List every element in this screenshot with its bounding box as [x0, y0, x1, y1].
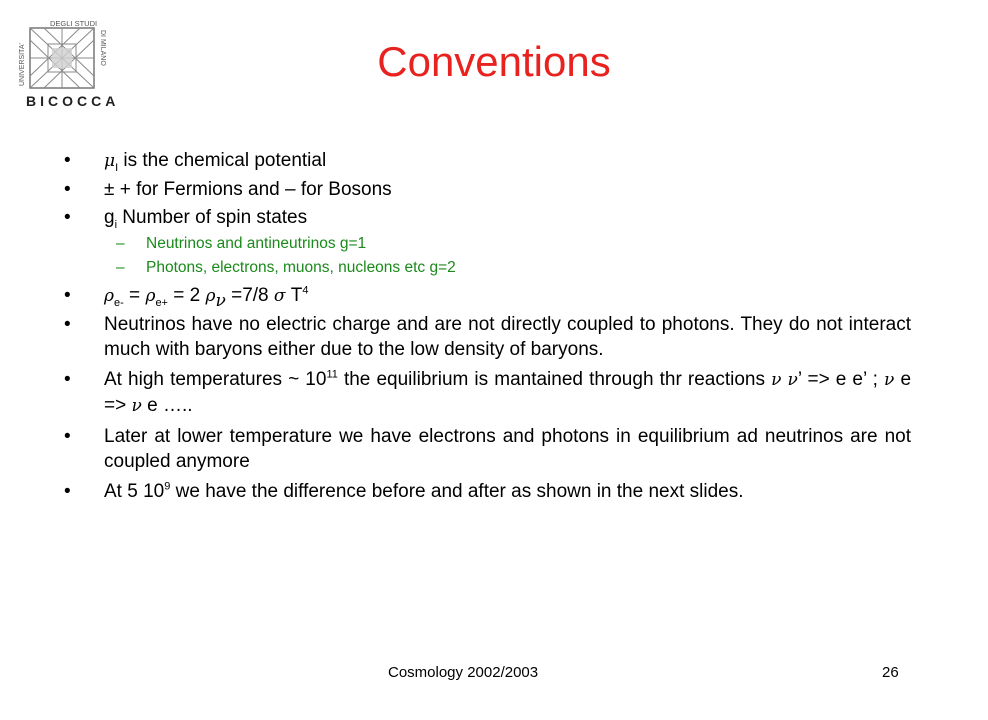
rho-subscript-e-minus: e- — [114, 296, 124, 309]
formula-part: T — [285, 285, 303, 306]
sub-bullet-text: Neutrinos and antineutrinos g=1 — [146, 235, 367, 252]
bullet-item — [64, 283, 911, 309]
formula-part: = — [123, 285, 146, 306]
paragraph-part: ’ => e e’ ; — [797, 369, 884, 390]
g-letter: g — [104, 207, 115, 228]
svg-text:BICOCCA: BICOCCA — [26, 93, 120, 109]
svg-text:DI MILANO: DI MILANO — [99, 30, 106, 66]
bullet-item — [64, 205, 911, 230]
paragraph-part: the equilibrium is mantained through thr reactions — [337, 369, 772, 390]
difference-paragraph — [104, 479, 911, 504]
sub-bullet-item — [64, 257, 911, 279]
bullet-icon: • — [64, 426, 71, 447]
high-temperature-paragraph — [104, 367, 911, 419]
bullet-text — [104, 177, 911, 202]
paragraph-part: At high temperatures ~ 10 — [104, 369, 327, 390]
exponent: 11 — [326, 368, 338, 381]
bullet-icon: • — [64, 150, 71, 171]
nu-symbol: ν — [131, 396, 142, 416]
g-subscript: i — [114, 218, 118, 231]
bullet-icon: • — [64, 179, 71, 200]
bullet-text — [104, 148, 911, 174]
rho-subscript-nu: ν — [215, 290, 226, 311]
bullet-text-2: + for Fermions and – for Bosons — [114, 179, 392, 200]
dash-icon: – — [116, 259, 125, 276]
bullet-item — [64, 148, 911, 174]
svg-text:UNIVERSITA': UNIVERSITA' — [19, 43, 26, 86]
slide-number: 26 — [882, 664, 899, 681]
svg-text:DEGLI STUDI: DEGLI STUDI — [50, 19, 98, 28]
energy-density-formula — [104, 283, 911, 309]
bullet-item — [64, 367, 911, 419]
bullet-item — [64, 424, 911, 474]
neutrinos-paragraph: Neutrinos have no electric charge and are not directly coupled to photons. They do not interact much with baryons either due to the low density of baryons. — [104, 314, 911, 360]
t-exponent: 4 — [302, 284, 309, 297]
bullet-text — [104, 205, 911, 230]
bullet-text-3: Number of spin states — [117, 207, 308, 228]
dash-icon: – — [116, 235, 125, 252]
bullet-item — [64, 312, 911, 362]
bullet-icon: • — [64, 207, 71, 228]
rho-symbol: ρ — [104, 286, 114, 306]
paragraph-part: At 5 10 — [104, 481, 165, 502]
bullet-icon: • — [64, 314, 71, 335]
slide-title: Conventions — [377, 38, 611, 85]
rho-symbol: ρ — [145, 286, 156, 306]
slide-content — [64, 148, 911, 504]
mu-subscript: I — [115, 161, 119, 174]
exponent: 9 — [164, 480, 171, 493]
rho-subscript-e-plus: e+ — [155, 296, 168, 309]
later-paragraph: Later at lower temperature we have electrons and photons in equilibrium ad neutrinos are not coupled anymore — [104, 426, 911, 472]
formula-part: =7/8 — [225, 285, 274, 306]
sigma-symbol: σ — [273, 286, 286, 306]
formula-part: = 2 — [167, 285, 206, 306]
plusminus-symbol: ± — [104, 179, 115, 200]
bullet-text-1: is the chemical potential — [118, 150, 327, 171]
bullet-icon: • — [64, 285, 71, 306]
nu-symbol: ν — [771, 370, 782, 390]
bullet-item — [64, 479, 911, 504]
paragraph-part: e ….. — [141, 395, 193, 416]
rho-symbol: ρ — [205, 286, 216, 306]
footer-course: Cosmology 2002/2003 — [388, 664, 539, 681]
nu-symbol: ν — [884, 370, 895, 390]
bullet-icon: • — [64, 369, 71, 390]
nu-symbol: ν — [787, 370, 798, 390]
mu-symbol: μ — [104, 151, 116, 171]
bullet-item — [64, 177, 911, 202]
paragraph-part: we have the difference before and after as shown in the next slides. — [170, 481, 744, 502]
sub-bullet-text: Photons, electrons, muons, nucleons etc g=2 — [146, 259, 456, 276]
paragraph-part: e => — [104, 369, 912, 416]
sub-bullet-item — [64, 233, 911, 255]
bullet-icon: • — [64, 481, 71, 502]
